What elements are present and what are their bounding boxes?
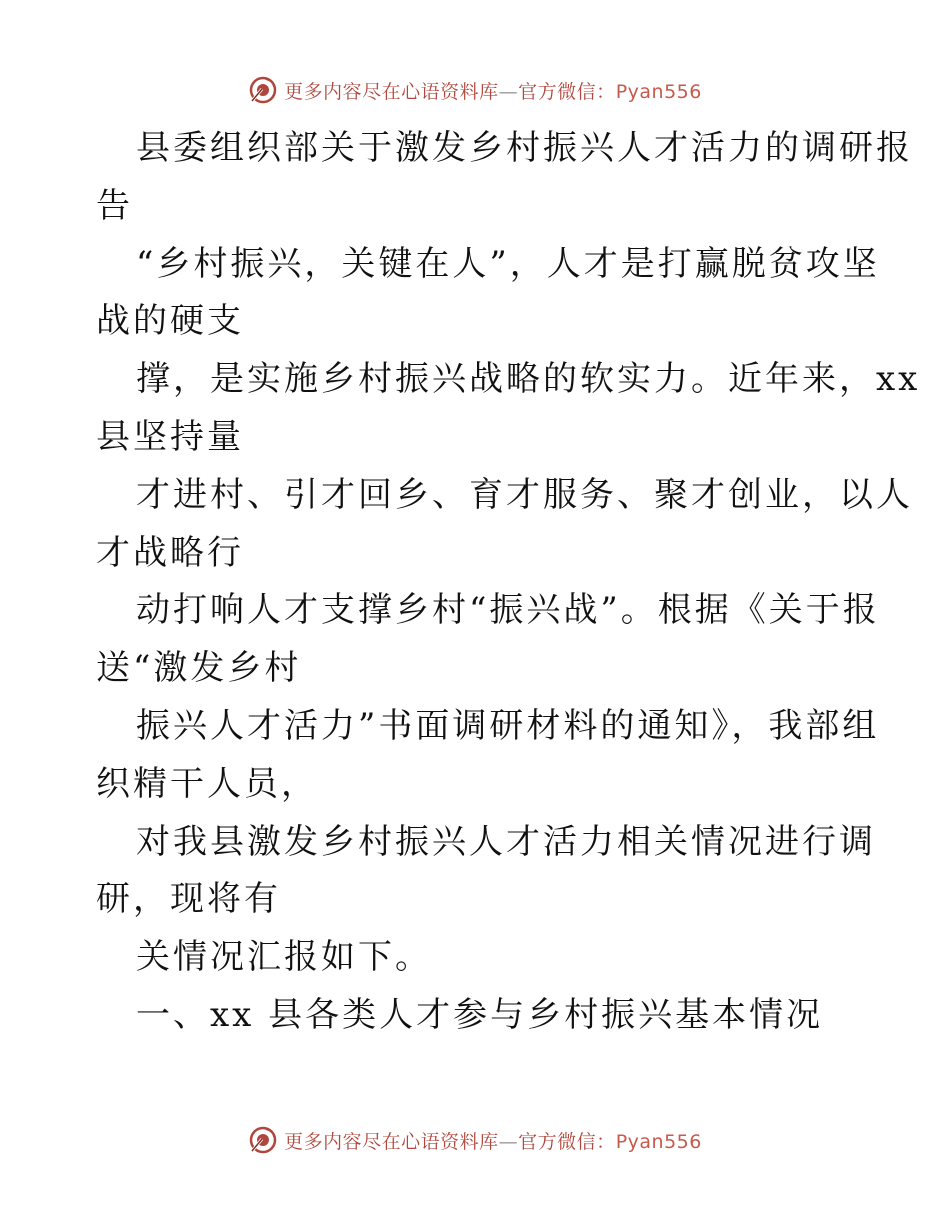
text-line: 县坚持量 xyxy=(96,416,244,457)
quill-logo-icon xyxy=(248,1125,278,1155)
text-line: 撑，是实施乡村振兴战略的软实力。近年来，xx xyxy=(136,359,921,400)
quill-logo-icon xyxy=(248,75,278,105)
watermark-dash: — xyxy=(498,80,519,103)
watermark-footer xyxy=(0,1120,950,1160)
text-line: 对我县激发乡村振兴人才活力相关情况进行调 xyxy=(136,821,876,862)
text-line: “乡村振兴，关键在人”，人才是打赢脱贫攻坚 xyxy=(136,243,880,284)
watermark-wechat-handle: Pyan556 xyxy=(615,80,702,103)
text-line: 关情况汇报如下。 xyxy=(136,937,432,978)
text-line: 战的硬支 xyxy=(96,301,244,342)
text-line: 研，现将有 xyxy=(96,879,281,920)
watermark-dash: — xyxy=(498,1130,519,1153)
watermark-site: 更多内容尽在心语资料库 xyxy=(284,1130,499,1153)
text-line: 才进村、引才回乡、育才服务、聚才创业，以人 xyxy=(136,474,913,515)
text-line: 一、xx 县各类人才参与乡村振兴基本情况 xyxy=(136,994,824,1035)
watermark-wechat-label: 官方微信： xyxy=(518,1130,616,1153)
document-body xyxy=(96,120,921,1045)
text-line: 才战略行 xyxy=(96,532,244,573)
watermark-wechat-handle: Pyan556 xyxy=(615,1130,702,1153)
watermark-header xyxy=(0,70,950,110)
text-line: 织精干人员， xyxy=(96,763,318,804)
text-line: 告 xyxy=(96,185,133,226)
watermark-site: 更多内容尽在心语资料库 xyxy=(284,80,499,103)
text-line: 送“激发乡村 xyxy=(96,648,302,689)
text-line: 振兴人才活力”书面调研材料的通知》，我部组 xyxy=(136,705,880,746)
watermark-wechat-label: 官方微信： xyxy=(518,80,616,103)
text-line: 动打响人才支撑乡村“振兴战”。根据《关于报 xyxy=(136,590,880,631)
text-line: 县委组织部关于激发乡村振兴人才活力的调研报 xyxy=(136,128,913,168)
